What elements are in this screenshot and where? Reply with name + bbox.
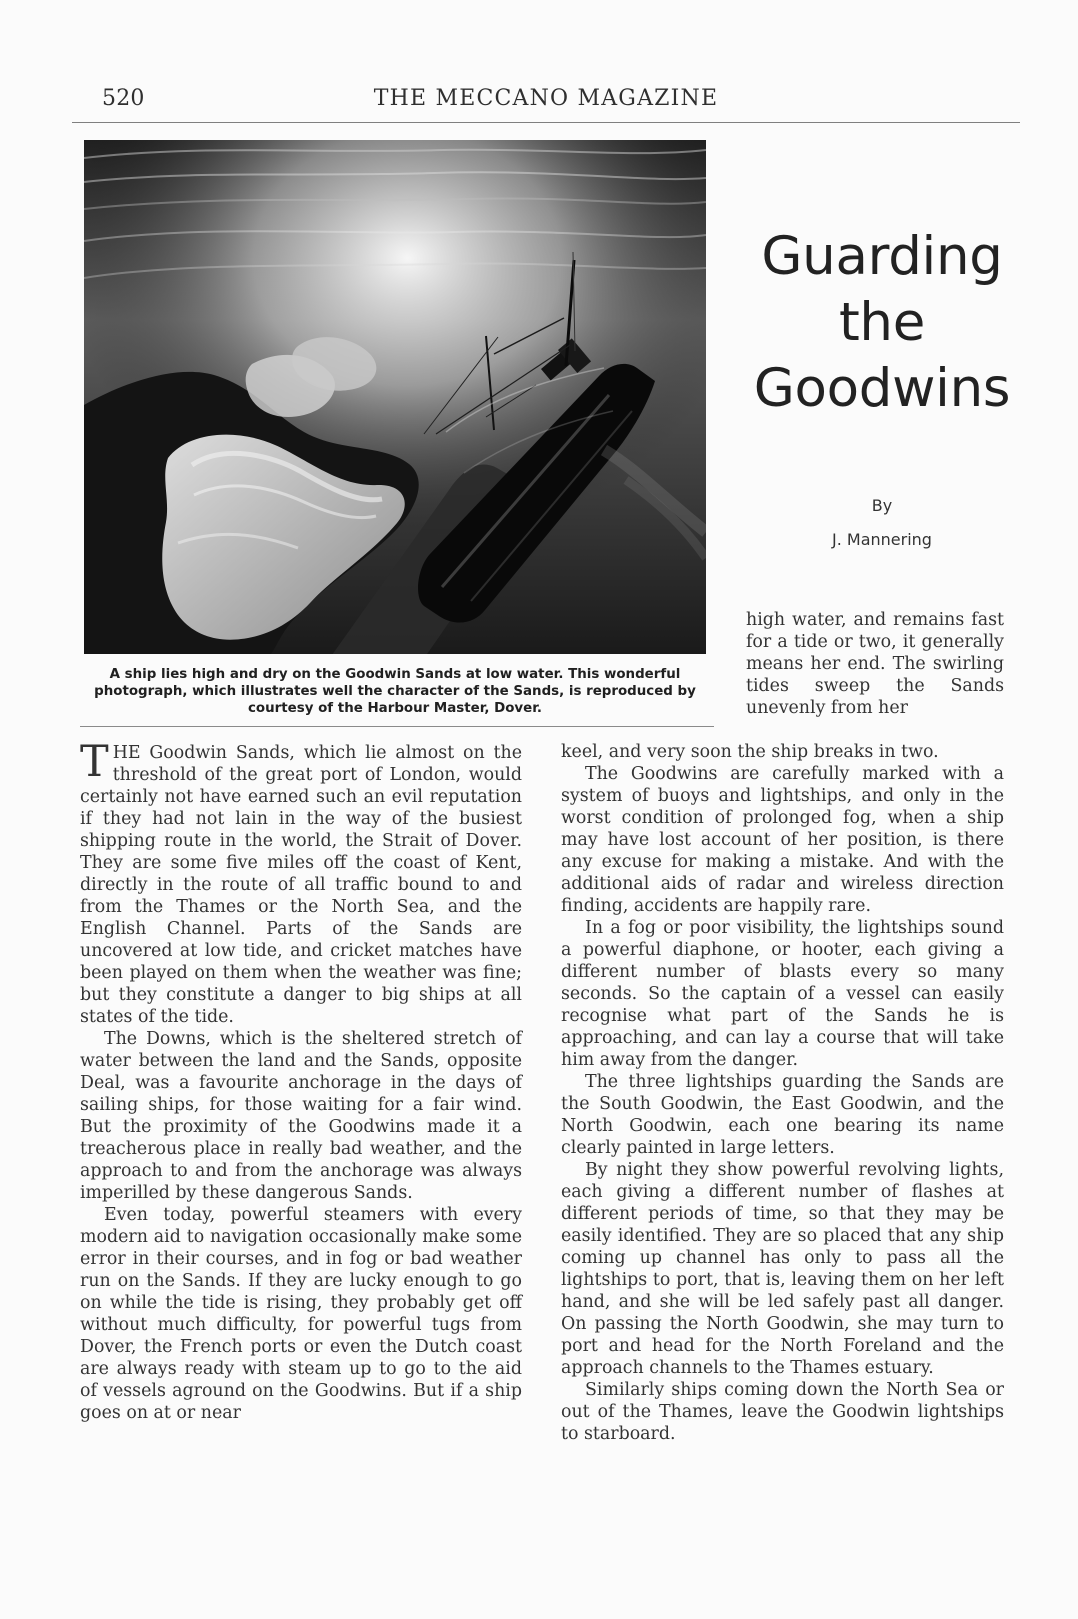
article-title-line-3: Goodwins — [753, 358, 1011, 419]
left-column-paragraph-3: Even today, powerful steamers with every modern aid to navigation occasionally make some error in their courses, and in fog or bad weather run on the Sands. If they are lucky enough to go on while the tide is rising, they probably get off without much difficulty, for powerful tugs from Dover, the French ports or even the Dutch coast are always ready with steam up to go to the aid of vessels aground on the Goodwins. But if a ship goes on at or near — [80, 1205, 522, 1423]
right-column-paragraph-1: keel, and very soon the ship breaks in two. — [561, 742, 939, 762]
first-word-rest: HE — [112, 743, 141, 763]
right-top-column-paragraph: high water, and remains fast for a tide or two, it generally means her end. The swirling tides sweep the Sands unevenly from her — [746, 610, 1004, 718]
left-column-paragraph-1 — [80, 737, 522, 1028]
right-column-paragraph-3: In a fog or poor visibility, the lightships sound a powerful diaphone, or hooter, each giving a different number of blasts every so many seconds. So the captain of a vessel can easily recognise what part of the Sands he is approaching, and can lay a course that will take him away from the danger. — [561, 918, 1004, 1070]
drop-cap: T — [80, 737, 109, 787]
right-column-paragraph-5: By night they show powerful revolving lights, each giving a different number of flashes at different periods of time, so that they may be easily identified. They are so placed that any ship coming up channel has only to pass all the lightships to port, that is, leaving them on her left hand, and she will be led safely past all danger. On passing the North Goodwin, she may turn to port and head for the North Foreland and the approach channels to the Thames estuary. — [561, 1160, 1004, 1378]
article-column-right — [561, 741, 1004, 1445]
byline-label: By — [871, 496, 893, 515]
page-header — [72, 86, 1020, 123]
photo-caption: A ship lies high and dry on the Goodwin Sands at low water. This wonderful photograph, which illustrates well the character of the Sands, is reproduced by courtesy of the Harbour Master, Dover. — [94, 667, 696, 716]
right-column-paragraph-2: The Goodwins are carefully marked with a system of buoys and lightships, and only in the worst condition of prolonged fog, when a ship may have lost account of her position, is there any excuse for making a mistake. And with the additional aids of radar and wireless direction finding, accidents are happily rare. — [561, 764, 1004, 916]
article-column-left — [80, 737, 522, 1424]
page-number: 520 — [102, 86, 145, 111]
article-title-line-2: the — [838, 292, 926, 353]
article-title — [742, 224, 1022, 422]
article-column-right-top — [746, 609, 1004, 719]
right-column-paragraph-4: The three lightships guarding the Sands are the South Goodwin, the East Goodwin, and the North Goodwin, each one bearing its name clearly painted in large letters. — [561, 1072, 1004, 1158]
left-column-paragraph-1-text: Goodwin Sands, which lie almost on the threshold of the great port of London, would certainly not have earned such an evil reputation if they had not lain in the way of the busiest shipping route in the world, the Strait of Dover. They are some five miles off the coast of Kent, directly in the route of all traffic bound to and from the Thames or the North Sea, and the English Channel. Parts of the Sands are uncovered at low tide, and cricket matches have been played on them when the weather was fine; but they constitute a danger to big ships at all states of the tide. — [80, 743, 522, 1027]
left-column-paragraph-2: The Downs, which is the sheltered stretch of water between the land and the Sands, opposite Deal, was a favourite anchorage in the days of sailing ships, for those waiting for a fair wind. But the proximity of the Goodwins made it a treacherous place in really bad weather, and the approach to and from the anchorage was always imperilled by these dangerous Sands. — [80, 1029, 522, 1203]
magazine-masthead: THE MECCANO MAGAZINE — [373, 86, 719, 111]
article-title-line-1: Guarding — [761, 226, 1003, 287]
caption-divider — [80, 726, 714, 727]
photo-artwork — [84, 140, 706, 654]
right-column-paragraph-6: Similarly ships coming down the North Sea or out of the Thames, leave the Goodwin lightships to starboard. — [561, 1380, 1004, 1444]
goodwin-sands-photo — [84, 140, 706, 654]
author-name: J. Mannering — [832, 530, 932, 549]
